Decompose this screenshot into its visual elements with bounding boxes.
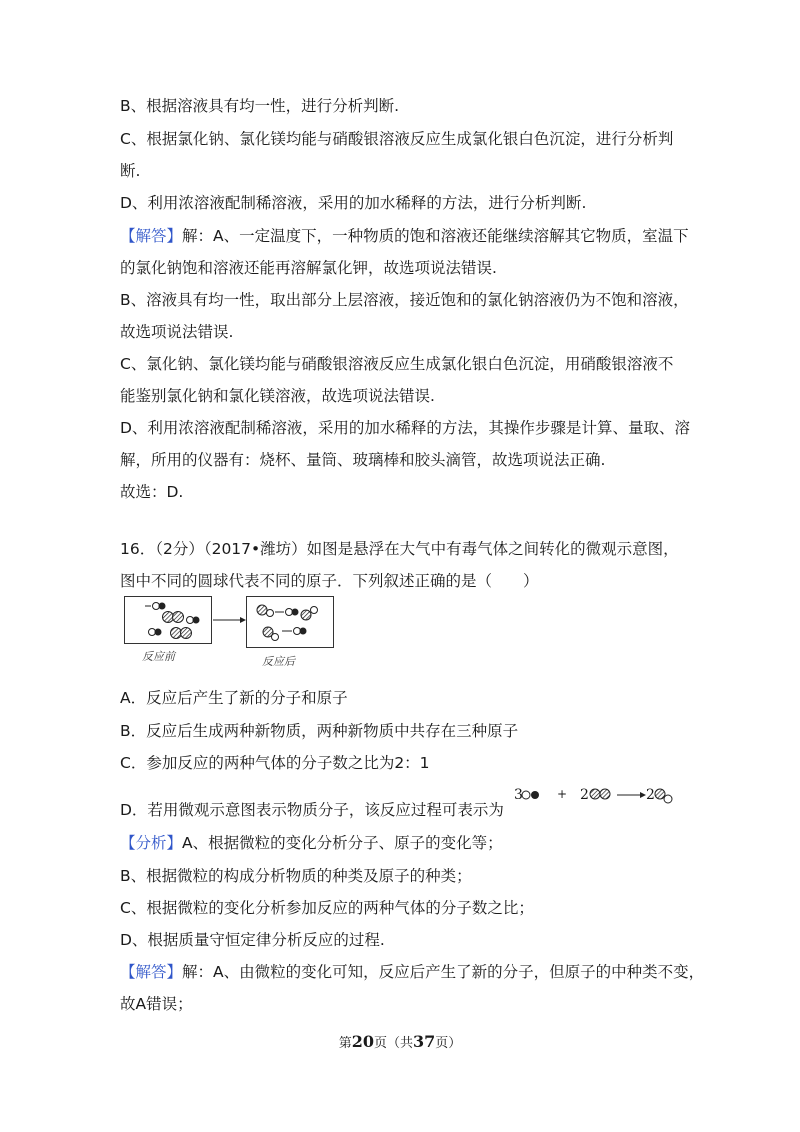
line-text: D．若用微观示意图表示物质分子，该反应过程可表示为: [120, 801, 504, 819]
line-text: B、溶液具有均一性，取出部分上层溶液，接近饱和的氯化钠溶液仍为不饱和溶液，: [120, 291, 689, 309]
before-molecules: [145, 603, 200, 639]
line-text: 断.: [120, 162, 141, 180]
footer-page: 20: [351, 1032, 374, 1051]
label-before-reaction: 反应前: [142, 650, 175, 663]
line-text: 解：A、由微粒的变化可知，反应后产生了新的分子，但原子的中种类不变，: [182, 963, 705, 981]
section-tag: 【解答】: [120, 227, 183, 245]
line-text: 故选：D.: [120, 483, 184, 501]
line-text: B、根据溶液具有均一性，进行分析判断.: [120, 97, 400, 115]
equation-plus: +: [557, 787, 568, 801]
line-text: 16．（2分）（2017•潍坊）如图是悬浮在大气中有毒气体之间转化的微观示意图，: [120, 540, 679, 558]
line-text: 故选项说法错误.: [120, 323, 234, 341]
line-text: C、根据氯化钠、氯化镁均能与硝酸银溶液反应生成氯化银白色沉淀，进行分析判: [120, 130, 674, 148]
section-tag: 【解答】: [120, 963, 183, 981]
reaction-arrow: [213, 617, 246, 623]
equation-coef-1: 3: [514, 787, 523, 803]
line-text: 能鉴别氯化钠和氯化镁溶液，故选项说法错误.: [120, 387, 435, 405]
line-text: D、利用浓溶液配制稀溶液，采用的加水稀释的方法，进行分析判断.: [120, 194, 587, 212]
line-text: D、根据质量守恒定律分析反应的过程.: [120, 931, 385, 949]
footer-mid: 页（共: [373, 1036, 413, 1051]
footer-suffix: 页）: [435, 1036, 462, 1051]
equation-coef-2: 2: [580, 787, 589, 803]
line-text: A．反应后产生了新的分子和原子: [120, 689, 348, 707]
line-text: 图中不同的圆球代表不同的原子．下列叙述正确的是（ ）: [120, 572, 539, 590]
after-molecules: [257, 605, 318, 641]
page-footer: [0, 1032, 800, 1051]
line-text: B、根据微粒的构成分析物质的种类及原子的种类；: [120, 867, 472, 885]
line-text: 的氯化钠饱和溶液还能再溶解氯化钾，故选项说法错误.: [120, 259, 497, 277]
footer-total: 37: [413, 1032, 436, 1051]
line-text: C．参加反应的两种气体的分子数之比为2：1: [120, 754, 430, 772]
footer-prefix: 第: [338, 1036, 352, 1051]
line-text: D、利用浓溶液配制稀溶液，采用的加水稀释的方法，其操作步骤是计算、量取、溶: [120, 419, 690, 437]
line-text: C、根据微粒的变化分析参加反应的两种气体的分子数之比；: [120, 899, 534, 917]
line-text: 解：A、一定温度下，一种物质的饱和溶液还能继续溶解其它物质，室温下: [182, 227, 689, 245]
line-text: B．反应后生成两种新物质，两种新物质中共存在三种原子: [120, 722, 519, 740]
equation-coef-3: 2: [646, 787, 655, 803]
line-text: 解，所用的仪器有：烧杯、量筒、玻璃棒和胶头滴管，故选项说法正确.: [120, 451, 606, 469]
section-tag: 【分析】: [120, 834, 183, 852]
label-after-reaction: 反应后: [262, 655, 295, 668]
line-text: A、根据微粒的变化分析分子、原子的变化等；: [182, 834, 503, 852]
line-text: 故A错误；: [120, 995, 193, 1013]
line-text: C、氯化钠、氯化镁均能与硝酸银溶液反应生成氯化银白色沉淀，用硝酸银溶液不: [120, 355, 674, 373]
